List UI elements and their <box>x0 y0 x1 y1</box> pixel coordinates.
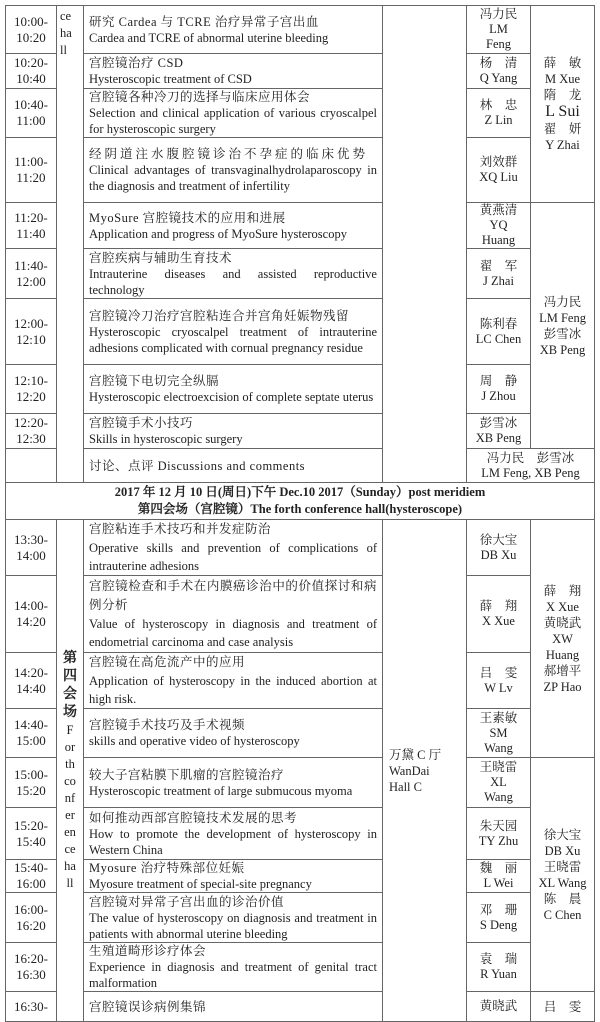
time-cell: 16:00- 16:20 <box>6 893 57 943</box>
table-row <box>6 89 595 138</box>
schedule-table <box>5 5 594 1022</box>
table-row <box>6 808 595 860</box>
topic-cell: 宫腔疾病与辅助生育技术 Intrauterine diseases and assisted reproductive technology <box>84 249 383 299</box>
time-cell: 16:30- <box>6 992 57 1022</box>
moderator-cell: 薛 敏 M Xue 隋 龙 L Sui 翟 妍 Y Zhai <box>531 6 595 203</box>
speaker-cell: 黄晓武 <box>467 992 531 1022</box>
hall-cell: ce ha ll <box>57 6 84 483</box>
section-header-row <box>6 483 595 520</box>
topic-cell: 研究 Cardea 与 TCRE 治疗异常子宫出血 Cardea and TCRE of abnormal uterine bleeding <box>84 6 383 54</box>
time-cell: 15:00- 15:20 <box>6 758 57 808</box>
table-row <box>6 860 595 893</box>
topic-cell: 宫腔镜手术技巧及手术视频 skills and operative video of hysteroscopy <box>84 709 383 758</box>
table-row <box>6 414 595 449</box>
table-row <box>6 709 595 758</box>
speaker-cell: 黄燕清 YQ Huang <box>467 203 531 249</box>
time-cell: 11:00- 11:20 <box>6 138 57 203</box>
table-row <box>6 943 595 992</box>
speaker-cell: 徐大宝 DB Xu <box>467 520 531 576</box>
topic-cell: 宫腔镜对异常子宫出血的诊治价值 The value of hysteroscopy on diagnosis and treatment in patients with abnormal uterine bleeding <box>84 893 383 943</box>
table-row <box>6 576 595 653</box>
time-cell: 14:20- 14:40 <box>6 653 57 709</box>
time-cell: 10:00- 10:20 <box>6 6 57 54</box>
topic-cell: 宫腔镜冷刀治疗宫腔粘连合并宫角妊娠物残留 Hysteroscopic cryoscalpel treatment of intrauterine adhesions complicated with cornual pregnancy residue <box>84 299 383 365</box>
speaker-cell: 吕 雯 W Lv <box>467 653 531 709</box>
table-row <box>6 893 595 943</box>
time-cell: 12:00- 12:10 <box>6 299 57 365</box>
venue-cell <box>383 6 467 483</box>
topic-cell: 宫腔镜在高危流产中的应用 Application of hysteroscopy in the induced abortion at high risk. <box>84 653 383 709</box>
topic-cell: 宫腔镜治疗 CSD Hysteroscopic treatment of CSD <box>84 54 383 89</box>
topic-cell: 宫腔镜各种冷刀的选择与临床应用体会 Selection and clinical application of various cryoscalpel for hysteroscopic surgery <box>84 89 383 138</box>
topic-cell: 讨论、点评 Discussions and comments <box>84 449 383 483</box>
speaker-cell: 陈利春 LC Chen <box>467 299 531 365</box>
venue-cell: 万黛 C 厅 WanDai Hall C <box>383 520 467 1022</box>
speaker-cell: 邓 珊 S Deng <box>467 893 531 943</box>
topic-cell: Myosure 治疗特殊部位妊娠 Myosure treatment of special-site pregnancy <box>84 860 383 893</box>
section-header <box>6 483 595 520</box>
table-row <box>6 299 595 365</box>
topic-cell: MyoSure 宫腔镜技术的应用和进展 Application and progress of MyoSure hysteroscopy <box>84 203 383 249</box>
speaker-cell: 刘效群 XQ Liu <box>467 138 531 203</box>
table-row <box>6 249 595 299</box>
time-cell: 16:20- 16:30 <box>6 943 57 992</box>
topic-cell: 宫腔镜手术小技巧 Skills in hysteroscopic surgery <box>84 414 383 449</box>
moderator-cell: 徐大宝 DB Xu 王晓雷 XL Wang 陈 晨 C Chen <box>531 758 595 992</box>
speaker-cell: 冯力民 彭雪冰 LM Feng, XB Peng <box>467 449 595 483</box>
header-hall: 第四会场（宫腔镜）The forth conference hall(hysteroscope) <box>137 502 463 516</box>
time-cell: 15:20- 15:40 <box>6 808 57 860</box>
time-cell: 12:10- 12:20 <box>6 365 57 414</box>
table-row <box>6 449 595 483</box>
moderator-cell: 吕 雯 <box>531 992 595 1022</box>
table-row <box>6 138 595 203</box>
time-cell: 13:30- 14:00 <box>6 520 57 576</box>
speaker-cell: 杨 清 Q Yang <box>467 54 531 89</box>
table-row <box>6 653 595 709</box>
topic-cell: 生殖道畸形诊疗体会 Experience in diagnosis and treatment of genital tract malformation <box>84 943 383 992</box>
time-cell: 14:00- 14:20 <box>6 576 57 653</box>
moderator-cell: 冯力民 LM Feng 彭雪冰 XB Peng <box>531 203 595 449</box>
speaker-cell: 周 静 J Zhou <box>467 365 531 414</box>
speaker-cell: 林 忠 Z Lin <box>467 89 531 138</box>
topic-cell: 较大子宫粘膜下肌瘤的宫腔镜治疗 Hysteroscopic treatment of large submucous myoma <box>84 758 383 808</box>
speaker-cell: 彭雪冰 XB Peng <box>467 414 531 449</box>
speaker-cell: 魏 丽 L Wei <box>467 860 531 893</box>
speaker-cell: 冯力民 LM Feng <box>467 6 531 54</box>
hall-cell: 第 四 会 场 F or th co nf er en ce ha ll <box>57 520 84 1022</box>
time-cell: 14:40- 15:00 <box>6 709 57 758</box>
time-cell: 10:40- 11:00 <box>6 89 57 138</box>
topic-cell: 经阴道注水腹腔镜诊治不孕症的临床优势 Clinical advantages of transvaginalhydrolaparoscopy in the diagnosis and treatment of infertility <box>84 138 383 203</box>
topic-cell: 宫腔镜误诊病例集锦 <box>84 992 383 1022</box>
topic-cell: 宫腔镜下电切完全纵膈 Hysteroscopic electroexcision of complete septate uterus <box>84 365 383 414</box>
speaker-cell: 薛 翔 X Xue <box>467 576 531 653</box>
table-row <box>6 758 595 808</box>
speaker-cell: 袁 瑞 R Yuan <box>467 943 531 992</box>
speaker-cell: 王晓雷 XL Wang <box>467 758 531 808</box>
speaker-cell: 王素敏 SM Wang <box>467 709 531 758</box>
table-row <box>6 365 595 414</box>
topic-cell: 宫腔镜检查和手术在内膜癌诊治中的价值探讨和病例分析 Value of hysteroscopy in diagnosis and treatment of endometrial carcinoma and case analysis <box>84 576 383 653</box>
time-cell: 15:40- 16:00 <box>6 860 57 893</box>
time-cell <box>6 449 57 483</box>
topic-cell: 如何推动西部宫腔镜技术发展的思考 How to promote the development of hysteroscopy in Western China <box>84 808 383 860</box>
time-cell: 12:20- 12:30 <box>6 414 57 449</box>
table-row <box>6 203 595 249</box>
speaker-cell: 翟 军 J Zhai <box>467 249 531 299</box>
time-cell: 11:20- 11:40 <box>6 203 57 249</box>
table-row <box>6 6 595 54</box>
time-cell: 10:20- 10:40 <box>6 54 57 89</box>
time-cell: 11:40- 12:00 <box>6 249 57 299</box>
table-row <box>6 520 595 576</box>
header-date: 2017 年 12 月 10 日(周日)下午 Dec.10 2017（Sunday）post meridiem <box>114 485 486 499</box>
table-row <box>6 54 595 89</box>
moderator-cell: 薛 翔 X Xue 黄晓武 XW Huang 郝增平 ZP Hao <box>531 520 595 758</box>
topic-cell: 宫腔粘连手术技巧和并发症防治 Operative skills and prevention of complications of intrauterine adhesions <box>84 520 383 576</box>
table-row <box>6 992 595 1022</box>
speaker-cell: 朱天园 TY Zhu <box>467 808 531 860</box>
